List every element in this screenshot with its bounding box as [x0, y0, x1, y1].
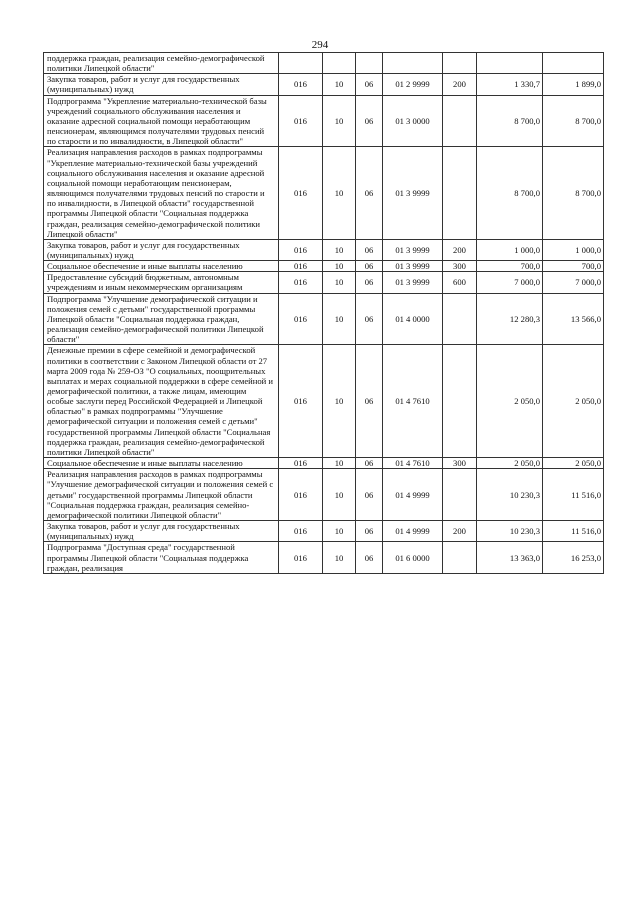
expense-type — [443, 469, 477, 521]
subsection-code: 06 — [356, 272, 383, 293]
ministry-code: 016 — [279, 458, 323, 469]
target-article: 01 4 0000 — [383, 293, 443, 345]
item-name: Закупка товаров, работ и услуг для государственных (муниципальных) нужд — [44, 74, 279, 95]
page-number: 294 — [311, 39, 329, 51]
amount-year-2: 700,0 — [543, 261, 604, 272]
section-code: 10 — [323, 293, 356, 345]
amount-year-1: 12 280,3 — [477, 293, 543, 345]
item-name: Закупка товаров, работ и услуг для государственных (муниципальных) нужд — [44, 521, 279, 542]
target-article — [383, 53, 443, 74]
item-name: поддержка граждан, реализация семейно-демографической политики Липецкой области" — [44, 53, 279, 74]
table-row — [44, 261, 604, 272]
ministry-code: 016 — [279, 521, 323, 542]
ministry-code: 016 — [279, 95, 323, 147]
subsection-code: 06 — [356, 469, 383, 521]
amount-year-2: 16 253,0 — [543, 542, 604, 573]
item-name: Социальное обеспечение и иные выплаты населению — [44, 458, 279, 469]
target-article: 01 3 0000 — [383, 95, 443, 147]
amount-year-1: 8 700,0 — [477, 147, 543, 239]
subsection-code: 06 — [356, 95, 383, 147]
expense-type: 200 — [443, 74, 477, 95]
subsection-code: 06 — [356, 293, 383, 345]
section-code: 10 — [323, 469, 356, 521]
amount-year-2: 1 000,0 — [543, 239, 604, 260]
table-row — [44, 345, 604, 458]
table-row — [44, 239, 604, 260]
table-row — [44, 74, 604, 95]
table-row — [44, 458, 604, 469]
ministry-code: 016 — [279, 542, 323, 573]
subsection-code: 06 — [356, 542, 383, 573]
amount-year-1: 1 000,0 — [477, 239, 543, 260]
table-row — [44, 95, 604, 147]
target-article: 01 3 9999 — [383, 239, 443, 260]
section-code: 10 — [323, 458, 356, 469]
subsection-code: 06 — [356, 521, 383, 542]
section-code: 10 — [323, 239, 356, 260]
amount-year-1: 2 050,0 — [477, 458, 543, 469]
target-article: 01 3 9999 — [383, 261, 443, 272]
amount-year-2: 8 700,0 — [543, 95, 604, 147]
target-article: 01 6 0000 — [383, 542, 443, 573]
ministry-code: 016 — [279, 147, 323, 239]
section-code: 10 — [323, 542, 356, 573]
ministry-code: 016 — [279, 261, 323, 272]
ministry-code: 016 — [279, 74, 323, 95]
target-article: 01 3 9999 — [383, 272, 443, 293]
amount-year-1: 2 050,0 — [477, 345, 543, 458]
amount-year-1: 13 363,0 — [477, 542, 543, 573]
ministry-code: 016 — [279, 239, 323, 260]
amount-year-2 — [543, 53, 604, 74]
amount-year-2: 11 516,0 — [543, 521, 604, 542]
table-row — [44, 469, 604, 521]
ministry-code: 016 — [279, 293, 323, 345]
amount-year-1: 8 700,0 — [477, 95, 543, 147]
amount-year-1: 700,0 — [477, 261, 543, 272]
subsection-code: 06 — [356, 261, 383, 272]
item-name: Подпрограмма "Доступная среда" государственной программы Липецкой области "Социальная поддержка граждан, реализация — [44, 542, 279, 573]
item-name: Подпрограмма "Укрепление материально-технической базы учреждений социального обслуживания населения и оказание адресной социальной помощи неработающим пенсионерам, являющимся получателями трудовых пенсий по старости и по инвалидности, в Липецкой области" — [44, 95, 279, 147]
item-name: Закупка товаров, работ и услуг для государственных (муниципальных) нужд — [44, 239, 279, 260]
table-row — [44, 293, 604, 345]
subsection-code: 06 — [356, 147, 383, 239]
expense-type: 200 — [443, 521, 477, 542]
amount-year-1: 10 230,3 — [477, 521, 543, 542]
expense-type: 300 — [443, 458, 477, 469]
expense-type: 600 — [443, 272, 477, 293]
section-code: 10 — [323, 74, 356, 95]
subsection-code: 06 — [356, 239, 383, 260]
subsection-code: 06 — [356, 74, 383, 95]
target-article: 01 4 7610 — [383, 345, 443, 458]
section-code — [323, 53, 356, 74]
ministry-code — [279, 53, 323, 74]
section-code: 10 — [323, 261, 356, 272]
expense-type — [443, 147, 477, 239]
amount-year-2: 2 050,0 — [543, 458, 604, 469]
target-article: 01 4 9999 — [383, 521, 443, 542]
expense-type: 200 — [443, 239, 477, 260]
amount-year-2: 2 050,0 — [543, 345, 604, 458]
subsection-code: 06 — [356, 345, 383, 458]
ministry-code: 016 — [279, 469, 323, 521]
table-row — [44, 272, 604, 293]
target-article: 01 3 9999 — [383, 147, 443, 239]
ministry-code: 016 — [279, 345, 323, 458]
item-name: Денежные премии в сфере семейной и демографической политики в соответствии с Законом Липецкой области от 27 марта 2009 года № 259-ОЗ "О социальных, поощрительных выплатах и мерах социальной поддержки в сфере семейной и демографической политики, а также лицам, имеющим особые заслуги перед Российской Федерацией и Липецкой областью" в рамках подпрограммы "Улучшение демографической ситуации и положения семей с детьми" государственной программы Липецкой области "Социальная поддержка граждан, реализация семейно-демографической политики Липецкой области" — [44, 345, 279, 458]
section-code: 10 — [323, 521, 356, 542]
expense-type — [443, 53, 477, 74]
subsection-code: 06 — [356, 458, 383, 469]
item-name: Реализация направления расходов в рамках подпрограммы "Укрепление материально-технической базы учреждений социального обслуживания населения и оказание адресной социальной помощи неработающим пенсионерам, являющимся получателями трудовых пенсий по старости и по инвалидности, в Липецкой области" государственной программы Липецкой области "Социальная поддержка граждан, реализация семейно-демографической политики Липецкой области" — [44, 147, 279, 239]
amount-year-1: 1 330,7 — [477, 74, 543, 95]
expense-type — [443, 345, 477, 458]
ministry-code: 016 — [279, 272, 323, 293]
amount-year-2: 1 899,0 — [543, 74, 604, 95]
subsection-code — [356, 53, 383, 74]
section-code: 10 — [323, 272, 356, 293]
amount-year-2: 8 700,0 — [543, 147, 604, 239]
amount-year-1 — [477, 53, 543, 74]
table-row — [44, 521, 604, 542]
section-code: 10 — [323, 147, 356, 239]
expense-type — [443, 542, 477, 573]
section-code: 10 — [323, 345, 356, 458]
amount-year-1: 10 230,3 — [477, 469, 543, 521]
table-row — [44, 542, 604, 573]
section-code: 10 — [323, 95, 356, 147]
item-name: Реализация направления расходов в рамках подпрограммы "Улучшение демографической ситуации и положения семей с детьми" государственной программы Липецкой области "Социальная поддержка граждан, реализация семейно-демографической политики Липецкой области" — [44, 469, 279, 521]
target-article: 01 2 9999 — [383, 74, 443, 95]
item-name: Подпрограмма "Улучшение демографической ситуации и положения семей с детьми" государственной программы Липецкой области "Социальная поддержка граждан, реализация семейно-демографической политики Липецкой области" — [44, 293, 279, 345]
table-row — [44, 53, 604, 74]
expense-type: 300 — [443, 261, 477, 272]
amount-year-2: 11 516,0 — [543, 469, 604, 521]
expense-type — [443, 95, 477, 147]
target-article: 01 4 9999 — [383, 469, 443, 521]
amount-year-1: 7 000,0 — [477, 272, 543, 293]
amount-year-2: 7 000,0 — [543, 272, 604, 293]
budget-table — [43, 52, 604, 574]
table-row — [44, 147, 604, 239]
target-article: 01 4 7610 — [383, 458, 443, 469]
item-name: Предоставление субсидий бюджетным, автономным учреждениям и иным некоммерческим организациям — [44, 272, 279, 293]
expense-type — [443, 293, 477, 345]
item-name: Социальное обеспечение и иные выплаты населению — [44, 261, 279, 272]
amount-year-2: 13 566,0 — [543, 293, 604, 345]
